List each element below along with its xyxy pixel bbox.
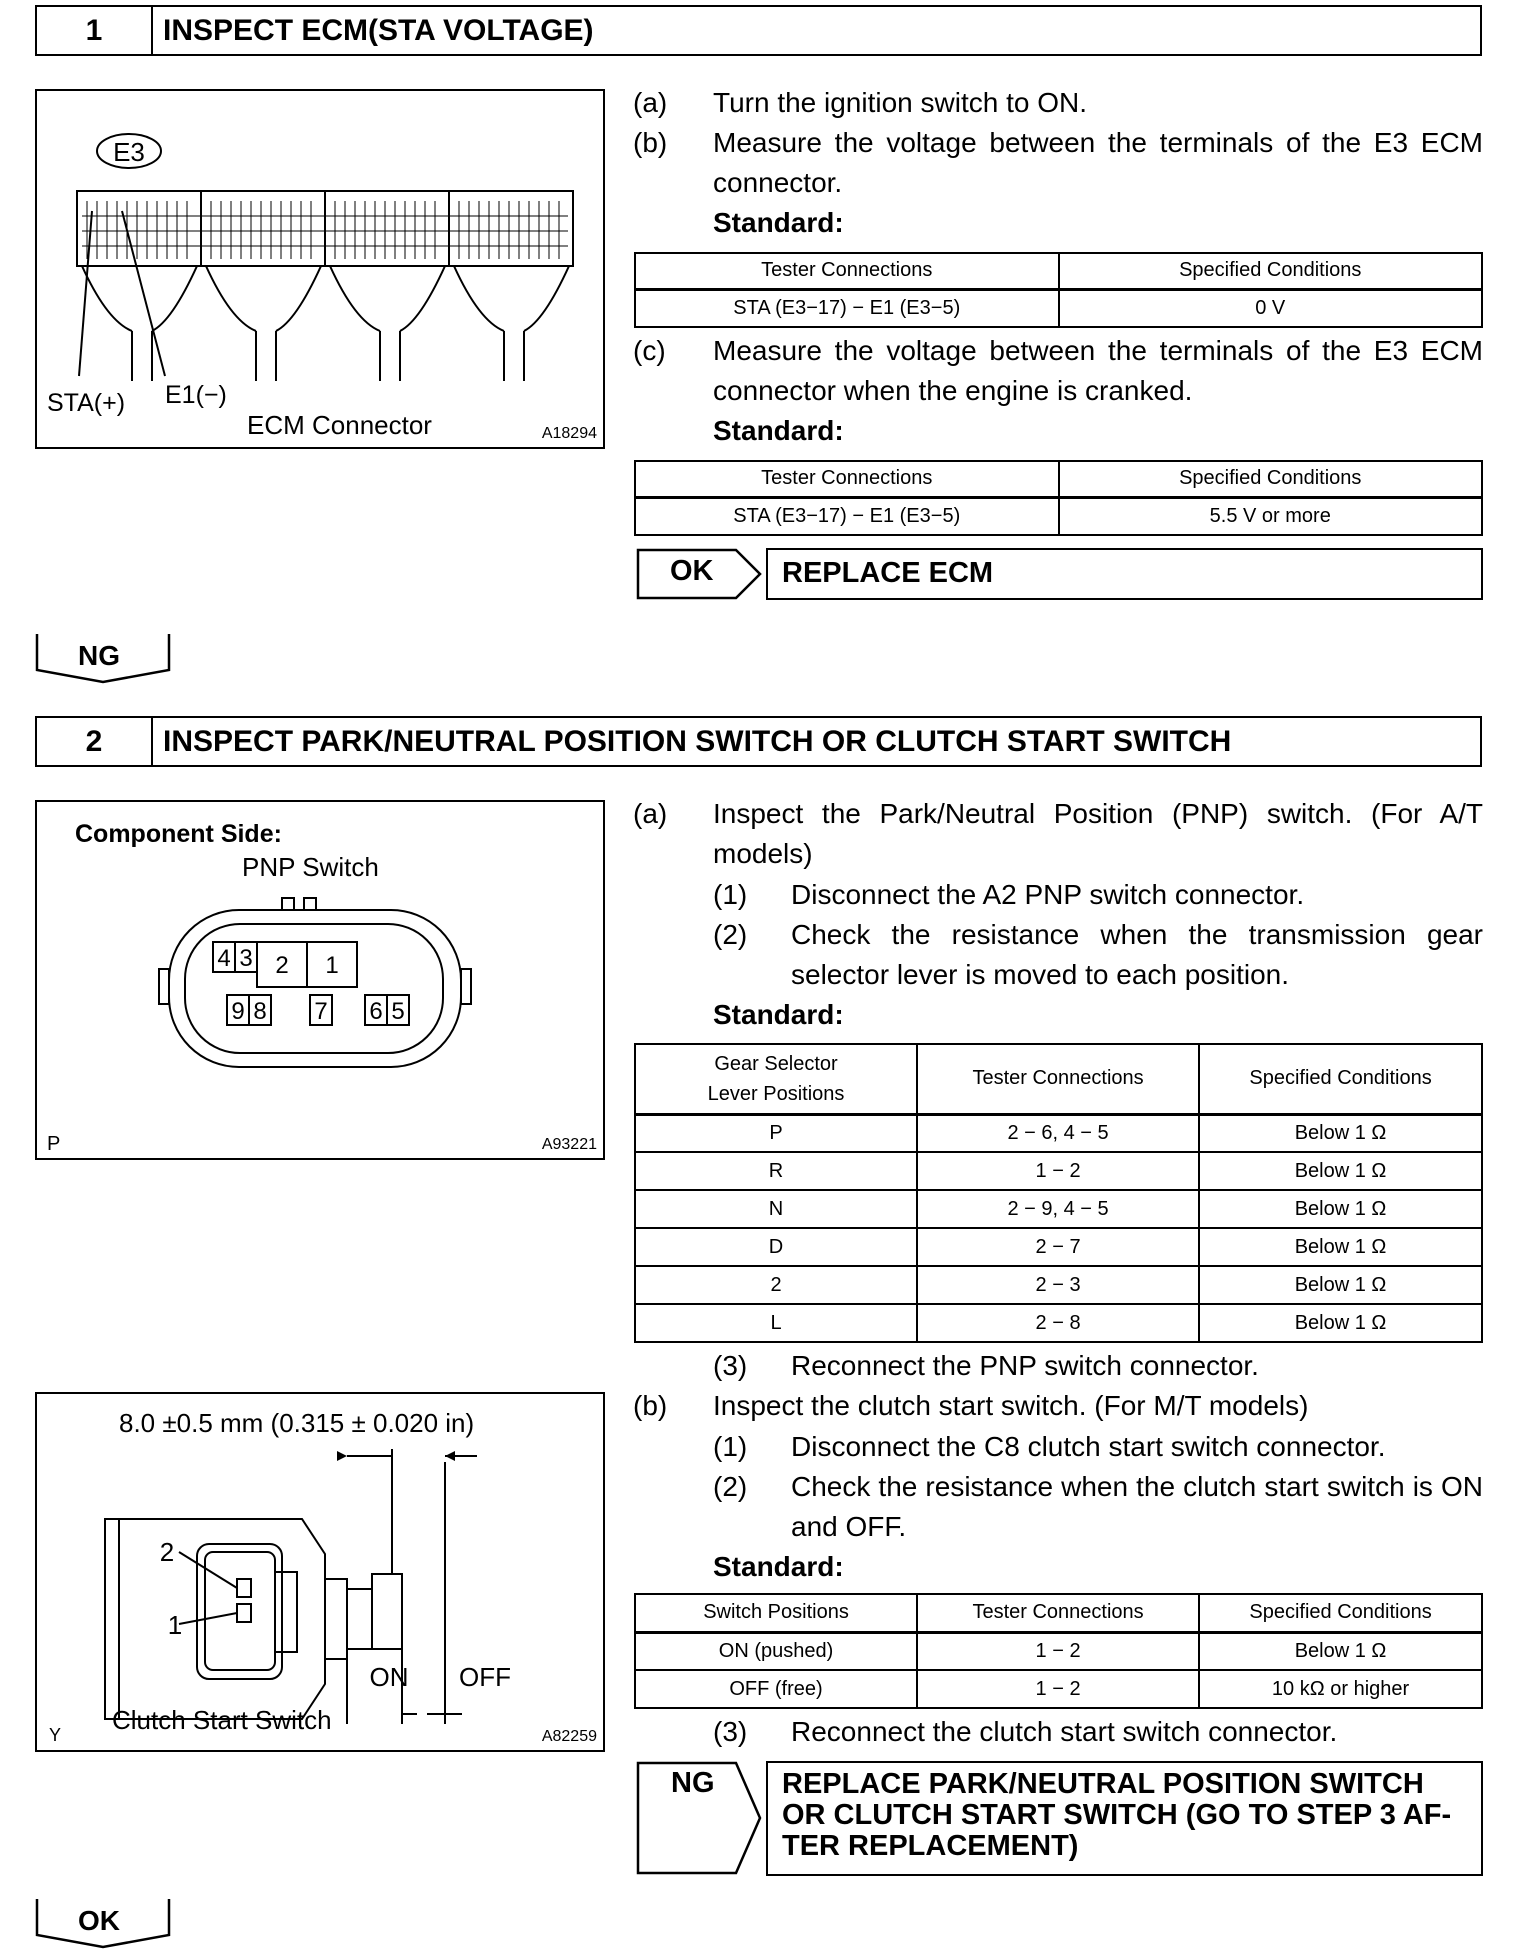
pin-label: 1 [325,952,339,979]
ng-label: NG [671,1767,715,1799]
table-cell: 2 − 9, 4 − 5 [917,1190,1199,1228]
table-cell: 2 − 8 [917,1304,1199,1342]
table-cell: 1 − 2 [917,1152,1199,1190]
substep-text: Check the resistance when the clutch start switch is ON and OFF. [791,1471,1483,1542]
table-row [635,1190,1482,1228]
connector-tag: E3 [113,137,145,167]
step-2-header [35,716,1482,767]
table-cell: 0 V [1059,289,1483,327]
table-cell: 10 kΩ or higher [1199,1670,1482,1708]
table-header: Tester Connections [635,253,1059,289]
sta-label: STA(+) [47,389,126,417]
ok-action-box: REPLACE ECM [766,548,1483,600]
substep-label: (1) [713,1431,748,1462]
table-cell: 2 − 7 [917,1228,1199,1266]
table-cell: ON (pushed) [635,1632,917,1670]
substep-label: (3) [713,1350,748,1381]
table-cell: Below 1 Ω [1199,1190,1482,1228]
step-1-header [35,5,1482,56]
dimension-label: 8.0 ±0.5 mm (0.315 ± 0.020 in) [119,1408,475,1438]
standard-heading: Standard: [713,207,844,238]
figure-id: A18294 [541,425,597,442]
step-b-label: (b) [633,127,668,158]
table-row [635,1228,1482,1266]
table-header: Tester Connections [635,461,1059,497]
step-a-label: (a) [633,798,668,829]
ok-label: OK [78,1905,120,1936]
table-header: Tester Connections [917,1594,1199,1632]
pin-label: 9 [231,998,245,1025]
substep-text: Disconnect the A2 PNP switch connector. [791,879,1305,910]
step-c-text: Measure the voltage between the terminals of the E3 ECM connector when the engine is cranked. [713,335,1483,406]
e1-label: E1(−) [165,381,227,409]
table-cell: D [635,1228,917,1266]
ng-label: NG [78,640,120,671]
table-cell: Below 1 Ω [1199,1632,1482,1670]
table-cell: Below 1 Ω [1199,1152,1482,1190]
table-header: Specified Conditions [1059,461,1483,497]
spec-table [634,460,1483,536]
pin-label: 2 [159,1537,175,1567]
table-cell: R [635,1152,917,1190]
pin-label: 6 [369,998,383,1025]
table-cell: Below 1 Ω [1199,1266,1482,1304]
substep-label: (2) [713,1471,748,1502]
table-cell: 2 − 3 [917,1266,1199,1304]
pin-label: 1 [167,1610,183,1640]
step-title: INSPECT PARK/NEUTRAL POSITION SWITCH OR CLUTCH START SWITCH [163,724,1232,758]
table-cell: OFF (free) [635,1670,917,1708]
clutch-switch-figure [35,1392,605,1752]
pin-label: 5 [391,998,405,1025]
table-cell: N [635,1190,917,1228]
table-header: Specified Conditions [1199,1044,1482,1114]
table-row [635,1632,1482,1670]
table-row [635,1152,1482,1190]
ecm-connector-figure [35,89,605,449]
pin-label: 2 [275,952,289,979]
standard-heading: Standard: [713,415,844,446]
figure-id: A93221 [541,1136,597,1153]
clutch-spec-table [634,1593,1483,1709]
table-cell: STA (E3−17) − E1 (E3−5) [635,289,1059,327]
pin-label: 7 [314,998,328,1025]
substep-label: (2) [713,919,748,950]
on-label: ON [369,1662,409,1692]
substep-text: Reconnect the clutch start switch connector. [791,1716,1338,1747]
table-row [635,1670,1482,1708]
pnp-spec-table [634,1043,1483,1343]
pnp-connector-drawing [37,802,602,1157]
ng-action-box: REPLACE PARK/NEUTRAL POSITION SWITCH OR CLUTCH START SWITCH (GO TO STEP 3 AF- TER REPLACEMENT) [766,1761,1483,1876]
pnp-switch-figure [35,800,605,1160]
ok-label: OK [670,555,714,587]
table-header: Switch Positions [635,1594,917,1632]
step-number: 1 [37,7,153,54]
figure-corner-letter: Y [49,1725,62,1745]
table-cell: 5.5 V or more [1059,497,1483,535]
table-header: Tester Connections [917,1044,1199,1114]
table-header: Specified Conditions [1059,253,1483,289]
step-a-text: Turn the ignition switch to ON. [713,87,1088,118]
component-side-label: Component Side: [75,820,282,848]
spec-table [634,252,1483,328]
step-a-label: (a) [633,87,668,118]
table-cell: STA (E3−17) − E1 (E3−5) [635,497,1059,535]
table-cell: 1 − 2 [917,1632,1199,1670]
standard-heading: Standard: [713,999,844,1030]
step-title: INSPECT ECM(STA VOLTAGE) [163,13,594,47]
table-cell: Below 1 Ω [1199,1304,1482,1342]
step-c-label: (c) [633,335,666,366]
step-a-text: Inspect the Park/Neutral Position (PNP) switch. (For A/T models) [713,798,1483,869]
standard-heading: Standard: [713,1551,844,1582]
table-cell: 2 [635,1266,917,1304]
substep-text: Check the resistance when the transmission gear selector lever is moved to each position. [791,919,1483,990]
figure-corner-letter: P [47,1133,61,1155]
substep-text: Disconnect the C8 clutch start switch connector. [791,1431,1386,1462]
clutch-switch-drawing [37,1394,602,1749]
substep-text: Reconnect the PNP switch connector. [791,1350,1259,1381]
table-cell: L [635,1304,917,1342]
table-cell: 2 − 6, 4 − 5 [917,1114,1199,1152]
step-b-text: Inspect the clutch start switch. (For M/T models) [713,1390,1309,1421]
step-b-text: Measure the voltage between the terminals of the E3 ECM connector. [713,127,1483,198]
pnp-switch-label: PNP Switch [242,852,379,882]
table-cell: Below 1 Ω [1199,1114,1482,1152]
table-cell: Below 1 Ω [1199,1228,1482,1266]
pin-label: 3 [239,945,253,972]
table-header: Gear Selector Lever Positions [635,1044,917,1114]
off-label: OFF [459,1662,511,1692]
pin-label: 8 [253,998,267,1025]
table-header: Specified Conditions [1199,1594,1482,1632]
ecm-connector-drawing [37,91,602,446]
table-row [635,1266,1482,1304]
pin-label: 4 [217,945,231,972]
table-cell: P [635,1114,917,1152]
substep-label: (1) [713,879,748,910]
step-number: 2 [37,718,153,765]
step-b-label: (b) [633,1390,668,1421]
table-row [635,1304,1482,1342]
figure-id: A82259 [541,1728,597,1745]
figure-caption: ECM Connector [247,410,432,440]
figure-caption: Clutch Start Switch [112,1705,332,1735]
table-cell: 1 − 2 [917,1670,1199,1708]
table-row [635,1114,1482,1152]
substep-label: (3) [713,1716,748,1747]
